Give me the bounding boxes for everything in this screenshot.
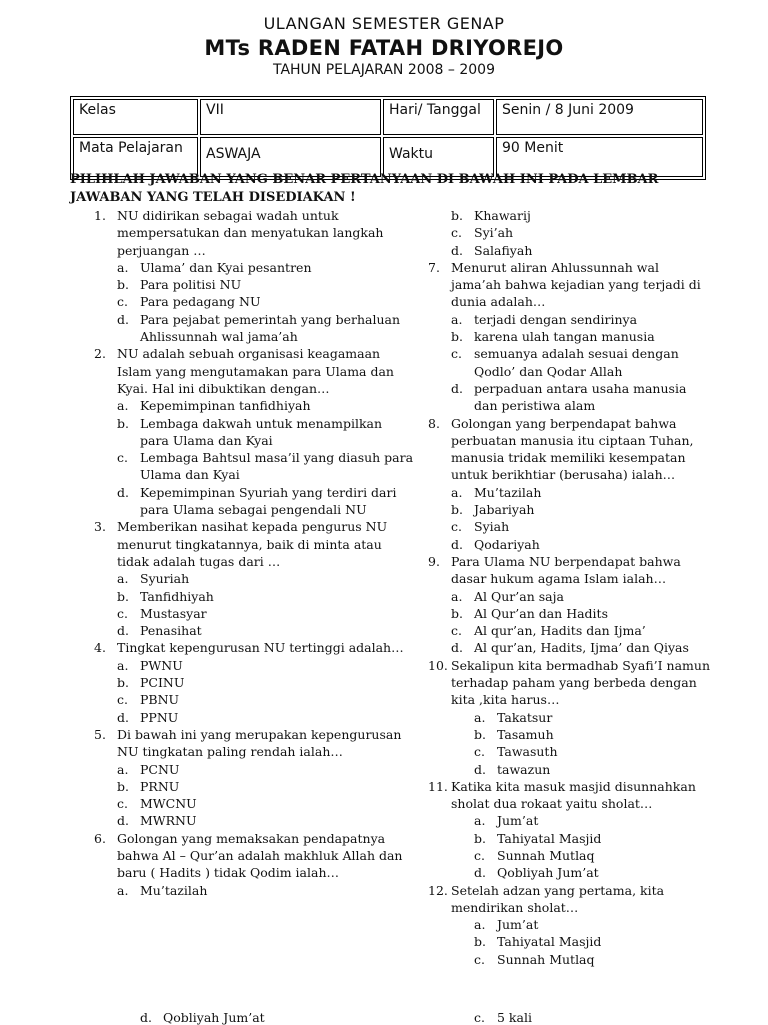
question-item bbox=[94, 345, 414, 397]
option-text: PRNU bbox=[140, 778, 180, 794]
question-number: 9. bbox=[428, 553, 440, 569]
question-text: Tingkat kepengurusan NU tertinggi adalah… bbox=[117, 640, 404, 656]
answer-option bbox=[428, 709, 713, 726]
option-letter: b. bbox=[117, 778, 129, 794]
option-text: Syi’ah bbox=[474, 225, 514, 241]
question-item bbox=[428, 778, 713, 813]
option-text: PWNU bbox=[140, 657, 183, 673]
option-letter: d. bbox=[140, 1010, 152, 1025]
answer-option bbox=[94, 657, 414, 674]
option-letter: a. bbox=[474, 709, 486, 725]
question-text: Menurut aliran Ahlussunnah wal jama’ah bahwa kejadian yang terjadi di dunia adalah… bbox=[451, 259, 701, 310]
answer-option bbox=[428, 951, 713, 968]
option-text: MWCNU bbox=[140, 796, 197, 812]
option-letter: d. bbox=[451, 380, 463, 396]
question-number: 12. bbox=[428, 882, 448, 898]
option-text: Tawasuth bbox=[497, 744, 558, 760]
answer-option bbox=[94, 882, 414, 899]
option-text: Jum’at bbox=[497, 917, 539, 933]
option-letter: c. bbox=[451, 519, 462, 535]
answer-option bbox=[428, 207, 713, 224]
answer-option bbox=[94, 484, 414, 519]
option-letter: c. bbox=[474, 744, 485, 760]
left-question-column bbox=[94, 207, 414, 899]
question-number: 10. bbox=[428, 657, 448, 673]
option-letter: a. bbox=[451, 484, 463, 500]
answer-option bbox=[94, 276, 414, 293]
question-text: Sekalipun kita bermadhab Syafi’I namun terhadap paham yang berbeda dengan kita ,kita harus… bbox=[451, 657, 710, 708]
option-letter: d. bbox=[474, 865, 486, 881]
answer-option bbox=[94, 691, 414, 708]
answer-option bbox=[94, 709, 414, 726]
option-letter: b. bbox=[451, 502, 463, 518]
question-item bbox=[94, 207, 414, 259]
option-letter: d. bbox=[474, 761, 486, 777]
answer-option bbox=[428, 588, 713, 605]
option-text: Syiah bbox=[474, 519, 510, 535]
info-value-kelas: VII bbox=[200, 99, 381, 135]
footer-left-option bbox=[140, 1010, 265, 1025]
option-letter: a. bbox=[474, 813, 486, 829]
answer-option bbox=[94, 449, 414, 484]
question-text: Golongan yang memaksakan pendapatnya bahwa Al – Qur’an adalah makhluk Allah dan baru ( Hadits ) tidak Qodim ialah… bbox=[117, 830, 403, 881]
answer-option bbox=[428, 743, 713, 760]
answer-option bbox=[428, 726, 713, 743]
answer-option bbox=[428, 812, 713, 829]
option-text: PPNU bbox=[140, 709, 179, 725]
answer-option bbox=[428, 242, 713, 259]
option-letter: a. bbox=[451, 311, 463, 327]
option-letter: b. bbox=[474, 830, 486, 846]
option-letter: d. bbox=[117, 709, 129, 725]
answer-option bbox=[94, 795, 414, 812]
question-text: NU adalah sebuah organisasi keagamaan Islam yang mengutamakan para Ulama dan Kyai. Hal ini dibuktikan dengan… bbox=[117, 346, 394, 396]
answer-option bbox=[428, 518, 713, 535]
question-number: 4. bbox=[94, 640, 106, 656]
option-text: Sunnah Mutlaq bbox=[497, 847, 595, 863]
option-text: Tahiyatal Masjid bbox=[497, 934, 602, 950]
question-number: 3. bbox=[94, 519, 106, 535]
option-text: Para politisi NU bbox=[140, 277, 242, 293]
option-text: Al qur’an, Hadits dan Ijma’ bbox=[474, 623, 646, 639]
option-text: PCNU bbox=[140, 761, 180, 777]
option-letter: d. bbox=[117, 311, 129, 327]
answer-option bbox=[428, 224, 713, 241]
info-label-waktu: Waktu bbox=[383, 137, 494, 177]
option-text: Kepemimpinan tanfidhiyah bbox=[140, 398, 311, 414]
answer-option bbox=[428, 761, 713, 778]
option-letter: d. bbox=[117, 484, 129, 500]
info-value-waktu: 90 Menit bbox=[496, 137, 703, 177]
option-text: Salafiyah bbox=[474, 242, 533, 258]
option-text: Lembaga dakwah untuk menampilkan para Ulama dan Kyai bbox=[140, 415, 383, 448]
answer-option bbox=[428, 864, 713, 881]
option-letter: b. bbox=[474, 726, 486, 742]
answer-option bbox=[94, 570, 414, 587]
info-value-hari-tanggal: Senin / 8 Juni 2009 bbox=[496, 99, 703, 135]
answer-option bbox=[428, 501, 713, 518]
school-name: MTs RADEN FATAH DRIYOREJO bbox=[204, 36, 564, 60]
option-letter: c. bbox=[451, 225, 462, 241]
info-label-hari-tanggal: Hari/ Tanggal bbox=[383, 99, 494, 135]
option-letter: b. bbox=[117, 675, 129, 691]
answer-option bbox=[428, 639, 713, 656]
answer-option bbox=[428, 380, 713, 415]
option-letter: d. bbox=[117, 623, 129, 639]
answer-option bbox=[94, 778, 414, 795]
option-text: Al qur’an, Hadits, Ijma’ dan Qiyas bbox=[474, 640, 689, 656]
answer-option bbox=[428, 916, 713, 933]
option-letter: a. bbox=[117, 398, 129, 414]
footer-right-option bbox=[474, 1010, 532, 1025]
answer-option bbox=[94, 259, 414, 276]
option-text: Al Qur’an dan Hadits bbox=[474, 605, 608, 621]
question-text: Para Ulama NU berpendapat bahwa dasar hukum agama Islam ialah… bbox=[451, 553, 681, 587]
option-letter: d. bbox=[451, 242, 463, 258]
option-letter: c. bbox=[451, 346, 462, 362]
option-text: Al Qur’an saja bbox=[474, 588, 564, 604]
question-text: Di bawah ini yang merupakan kepengurusan NU tingkatan paling rendah ialah… bbox=[117, 726, 402, 760]
option-text: MWRNU bbox=[140, 813, 197, 829]
info-row bbox=[73, 99, 703, 135]
option-letter: b. bbox=[117, 415, 129, 431]
option-text: Jum’at bbox=[497, 813, 539, 829]
option-letter: b. bbox=[117, 588, 129, 604]
answer-option bbox=[428, 311, 713, 328]
option-letter: b. bbox=[474, 934, 486, 950]
option-text: PCINU bbox=[140, 675, 185, 691]
option-text: Ulama’ dan Kyai pesantren bbox=[140, 259, 312, 275]
option-letter: c. bbox=[117, 796, 128, 812]
info-label-kelas: Kelas bbox=[73, 99, 198, 135]
option-text: terjadi dengan sendirinya bbox=[474, 311, 638, 327]
option-letter: b. bbox=[451, 605, 463, 621]
answer-option bbox=[94, 311, 414, 346]
exam-title: ULANGAN SEMESTER GENAP bbox=[263, 14, 505, 33]
question-item bbox=[94, 830, 414, 882]
answer-option bbox=[428, 605, 713, 622]
answer-option bbox=[428, 536, 713, 553]
option-letter: a. bbox=[474, 917, 486, 933]
question-number: 7. bbox=[428, 259, 440, 275]
instruction-text: PILIHLAH JAWABAN YANG BENAR PERTANYAAN DI BAWAH INI PADA LEMBAR JAWABAN YANG TELAH DISEDIAKAN ! bbox=[70, 172, 659, 205]
answer-option bbox=[428, 484, 713, 501]
option-text: karena ulah tangan manusia bbox=[474, 329, 655, 345]
answer-option bbox=[94, 415, 414, 450]
option-letter: a. bbox=[451, 588, 463, 604]
option-text: Tasamuh bbox=[497, 726, 554, 742]
question-item bbox=[428, 882, 713, 917]
question-text: Setelah adzan yang pertama, kita mendirikan sholat… bbox=[451, 882, 665, 915]
option-letter: a. bbox=[117, 761, 129, 777]
answer-option bbox=[94, 761, 414, 778]
question-number: 5. bbox=[94, 726, 106, 742]
question-item bbox=[94, 639, 414, 656]
option-letter: d. bbox=[451, 536, 463, 552]
option-letter: a. bbox=[117, 657, 129, 673]
option-letter: c. bbox=[117, 294, 128, 310]
answer-option bbox=[94, 293, 414, 310]
option-text: Kepemimpinan Syuriah yang terdiri dari para Ulama sebagai pengendali NU bbox=[140, 484, 397, 518]
option-text: Qobliyah Jum’at bbox=[497, 865, 599, 881]
question-text: Golongan yang berpendapat bahwa perbuatan manusia itu ciptaan Tuhan, manusia tridak memiliki kesempatan untuk berikhtiar (berusaha) ialah… bbox=[451, 415, 694, 483]
option-text: 5 kali bbox=[497, 1010, 532, 1025]
question-number: 2. bbox=[94, 346, 106, 362]
option-text: Syuriah bbox=[140, 571, 190, 587]
answer-option bbox=[428, 622, 713, 639]
academic-year: TAHUN PELAJARAN 2008 – 2009 bbox=[272, 62, 495, 78]
option-text: Penasihat bbox=[140, 623, 202, 639]
answer-option bbox=[94, 588, 414, 605]
option-letter: c. bbox=[117, 605, 128, 621]
option-letter: b. bbox=[451, 329, 463, 345]
option-letter: c. bbox=[117, 692, 128, 708]
question-item bbox=[428, 259, 713, 311]
question-item bbox=[428, 553, 713, 588]
option-text: Takatsur bbox=[497, 709, 553, 725]
option-text: perpaduan antara usaha manusia dan peristiwa alam bbox=[474, 380, 687, 414]
option-letter: c. bbox=[451, 623, 462, 639]
option-text: tawazun bbox=[497, 761, 551, 777]
option-letter: d. bbox=[117, 813, 129, 829]
right-question-column bbox=[428, 207, 713, 968]
option-letter: c. bbox=[474, 847, 485, 863]
question-number: 11. bbox=[428, 778, 448, 794]
option-text: Para pedagang NU bbox=[140, 294, 261, 310]
question-text: NU didirikan sebagai wadah untuk mempersatukan dan menyatukan langkah perjuangan … bbox=[117, 208, 384, 258]
info-value-mata-pelajaran: ASWAJA bbox=[200, 137, 381, 177]
option-text: Jabariyah bbox=[474, 502, 535, 518]
question-text: Memberikan nasihat kepada pengurus NU menurut tingkatannya, baik di minta atau tidak adalah tugas dari … bbox=[117, 519, 388, 569]
option-text: semuanya adalah sesuai dengan Qodlo’ dan Qodar Allah bbox=[474, 346, 679, 379]
option-text: Tahiyatal Masjid bbox=[497, 830, 602, 846]
question-number: 8. bbox=[428, 415, 440, 431]
answer-option bbox=[428, 933, 713, 950]
answer-option bbox=[94, 605, 414, 622]
option-text: Para pejabat pemerintah yang berhaluan Ahlissunnah wal jama’ah bbox=[140, 311, 401, 345]
option-text: Khawarij bbox=[474, 208, 531, 223]
option-text: Tanfidhiyah bbox=[140, 588, 214, 604]
question-item bbox=[94, 518, 414, 570]
question-item bbox=[428, 657, 713, 709]
answer-option bbox=[428, 830, 713, 847]
info-label-mata-pelajaran: Mata Pelajaran bbox=[73, 137, 198, 177]
option-text: Sunnah Mutlaq bbox=[497, 951, 595, 967]
option-text: PBNU bbox=[140, 692, 180, 708]
option-letter: c. bbox=[474, 1010, 485, 1025]
answer-option bbox=[428, 847, 713, 864]
option-text: Mu’tazilah bbox=[474, 484, 542, 500]
option-text: Mu’tazilah bbox=[140, 882, 208, 898]
question-number: 6. bbox=[94, 830, 106, 846]
answer-option bbox=[94, 812, 414, 829]
question-item bbox=[94, 726, 414, 761]
option-text: Qodariyah bbox=[474, 536, 540, 552]
option-letter: a. bbox=[117, 259, 129, 275]
option-letter: d. bbox=[451, 640, 463, 656]
answer-option bbox=[94, 397, 414, 414]
option-text: Lembaga Bahtsul masa’il yang diasuh para Ulama dan Kyai bbox=[140, 450, 414, 483]
option-letter: a. bbox=[117, 571, 129, 587]
option-letter: c. bbox=[117, 450, 128, 466]
answer-option bbox=[428, 345, 713, 380]
option-letter: a. bbox=[117, 882, 129, 898]
option-text: Qobliyah Jum’at bbox=[163, 1010, 265, 1025]
exam-info-table bbox=[70, 96, 706, 180]
option-letter: b. bbox=[451, 208, 463, 223]
answer-option bbox=[94, 622, 414, 639]
question-number: 1. bbox=[94, 208, 106, 223]
answer-option bbox=[428, 328, 713, 345]
option-letter: c. bbox=[474, 951, 485, 967]
question-text: Katika kita masuk masjid disunnahkan sholat dua rokaat yaitu sholat… bbox=[451, 778, 696, 812]
option-letter: b. bbox=[117, 277, 129, 293]
option-text: Mustasyar bbox=[140, 605, 207, 621]
question-item bbox=[428, 415, 713, 484]
answer-option bbox=[94, 674, 414, 691]
